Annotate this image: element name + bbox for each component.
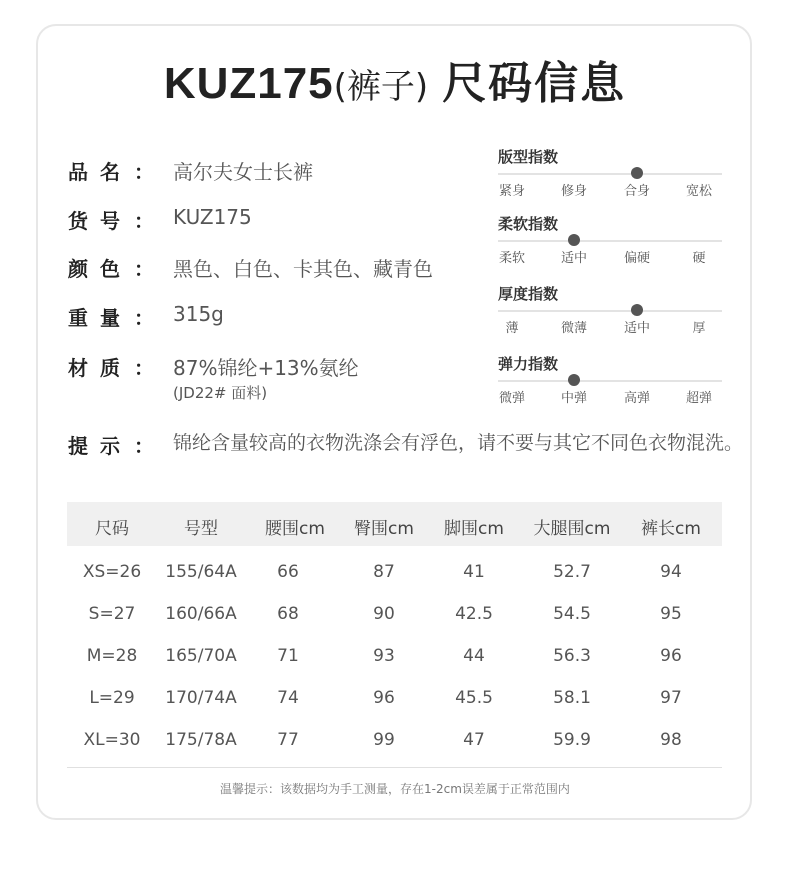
table-cell: 95 xyxy=(660,604,682,624)
info-label: 品名 xyxy=(68,160,132,184)
info-value: 315g xyxy=(173,302,224,326)
table-row xyxy=(67,594,722,636)
info-label: 重量 xyxy=(68,306,132,330)
title-category: (裤子) xyxy=(333,67,429,107)
index-option: 薄 xyxy=(505,321,519,336)
index-option: 适中 xyxy=(623,321,650,336)
tip-colon: ： xyxy=(134,434,154,458)
index-selected-dot xyxy=(631,304,643,316)
index-selected-dot xyxy=(631,167,643,179)
info-label: 材质 xyxy=(68,356,132,380)
index-option: 紧身 xyxy=(498,184,525,199)
table-cell: 77 xyxy=(277,730,299,750)
index-option: 偏硬 xyxy=(623,251,650,266)
table-cell: 47 xyxy=(463,730,485,750)
info-label: 颜色 xyxy=(68,257,132,281)
header-hem: 脚围cm xyxy=(444,519,504,539)
index-option: 柔软 xyxy=(498,251,525,266)
table-cell: 175/78A xyxy=(165,730,237,750)
index-option: 中弹 xyxy=(560,391,587,406)
header-thigh: 大腿围cm xyxy=(533,519,611,539)
table-cell: 58.1 xyxy=(553,688,591,708)
table-cell: 93 xyxy=(373,646,395,666)
table-cell: 94 xyxy=(660,562,682,582)
tip-text: 锦纶含量较高的衣物洗涤会有浮色，请不要与其它不同色衣物混洗。 xyxy=(173,432,744,454)
material-fabric-code: (JD22# 面料) xyxy=(173,384,268,402)
info-value: 黑色、白色、卡其色、藏青色 xyxy=(173,257,433,281)
table-cell: 90 xyxy=(373,604,395,624)
index-softness xyxy=(498,213,722,273)
table-cell: 98 xyxy=(660,730,682,750)
page-title xyxy=(0,56,790,115)
table-cell: 42.5 xyxy=(455,604,493,624)
index-thickness xyxy=(498,283,722,343)
table-row xyxy=(67,720,722,762)
index-option: 修身 xyxy=(560,184,587,199)
title-size-info: 尺码信息 xyxy=(442,58,627,109)
table-cell: 97 xyxy=(660,688,682,708)
info-label: 货号 xyxy=(68,209,132,233)
info-value: 高尔夫女士长裤 xyxy=(173,160,313,184)
index-option: 微薄 xyxy=(560,321,587,336)
table-cell: 41 xyxy=(463,562,485,582)
table-header xyxy=(67,502,722,546)
index-option: 硬 xyxy=(692,251,706,266)
table-cell: 87 xyxy=(373,562,395,582)
table-cell: 96 xyxy=(373,688,395,708)
table-row xyxy=(67,678,722,720)
table-cell: M=28 xyxy=(86,646,138,666)
index-title: 柔软指数 xyxy=(498,215,559,233)
header-fit-code: 号型 xyxy=(184,519,218,539)
index-title: 弹力指数 xyxy=(498,355,559,373)
footer-note: 温馨提示：该数据均为手工测量，存在1-2cm误差属于正常范围内 xyxy=(220,782,570,796)
table-cell: 66 xyxy=(277,562,299,582)
table-cell: 54.5 xyxy=(553,604,591,624)
table-cell: XL=30 xyxy=(83,730,141,750)
footer-divider xyxy=(67,767,722,768)
table-cell: 52.7 xyxy=(553,562,591,582)
index-option: 超弹 xyxy=(685,391,712,406)
header-hip: 臀围cm xyxy=(354,519,414,539)
header-waist: 腰围cm xyxy=(265,519,325,539)
index-scale-line xyxy=(498,380,722,382)
table-cell: L=29 xyxy=(89,688,135,708)
info-colon: ： xyxy=(134,306,154,330)
product-code-title: KUZ175 xyxy=(163,59,334,108)
info-value: KUZ175 xyxy=(173,205,252,229)
index-fit xyxy=(498,146,722,206)
index-option: 微弹 xyxy=(498,391,525,406)
table-cell: 71 xyxy=(277,646,299,666)
table-cell: 56.3 xyxy=(553,646,591,666)
info-colon: ： xyxy=(134,209,154,233)
index-elasticity xyxy=(498,353,722,413)
index-option: 适中 xyxy=(560,251,587,266)
table-cell: 165/70A xyxy=(165,646,237,666)
table-row xyxy=(67,552,722,594)
info-colon: ： xyxy=(134,160,154,184)
table-row xyxy=(67,636,722,678)
index-selected-dot xyxy=(568,374,580,386)
table-cell: 44 xyxy=(463,646,485,666)
table-cell: 99 xyxy=(373,730,395,750)
index-scale-line xyxy=(498,173,722,175)
info-colon: ： xyxy=(134,257,154,281)
table-cell: 170/74A xyxy=(165,688,237,708)
table-cell: XS=26 xyxy=(82,562,142,582)
index-title: 厚度指数 xyxy=(498,285,559,303)
index-option: 高弹 xyxy=(623,391,650,406)
table-cell: 96 xyxy=(660,646,682,666)
info-colon: ： xyxy=(134,356,154,380)
tip-label: 提示 xyxy=(68,434,132,458)
index-scale-line xyxy=(498,310,722,312)
index-option: 合身 xyxy=(623,184,650,199)
index-selected-dot xyxy=(568,234,580,246)
table-cell: 160/66A xyxy=(165,604,237,624)
table-cell: 74 xyxy=(277,688,299,708)
table-cell: S=27 xyxy=(88,604,136,624)
index-option: 厚 xyxy=(692,321,706,336)
index-title: 版型指数 xyxy=(498,148,559,166)
table-cell: 68 xyxy=(277,604,299,624)
header-length: 裤长cm xyxy=(641,519,701,539)
info-value: 87%锦纶+13%氨纶 xyxy=(173,356,359,380)
table-cell: 45.5 xyxy=(455,688,493,708)
table-cell: 59.9 xyxy=(553,730,591,750)
index-scale-line xyxy=(498,240,722,242)
header-size: 尺码 xyxy=(95,519,129,539)
table-cell: 155/64A xyxy=(165,562,237,582)
index-option: 宽松 xyxy=(685,184,712,199)
